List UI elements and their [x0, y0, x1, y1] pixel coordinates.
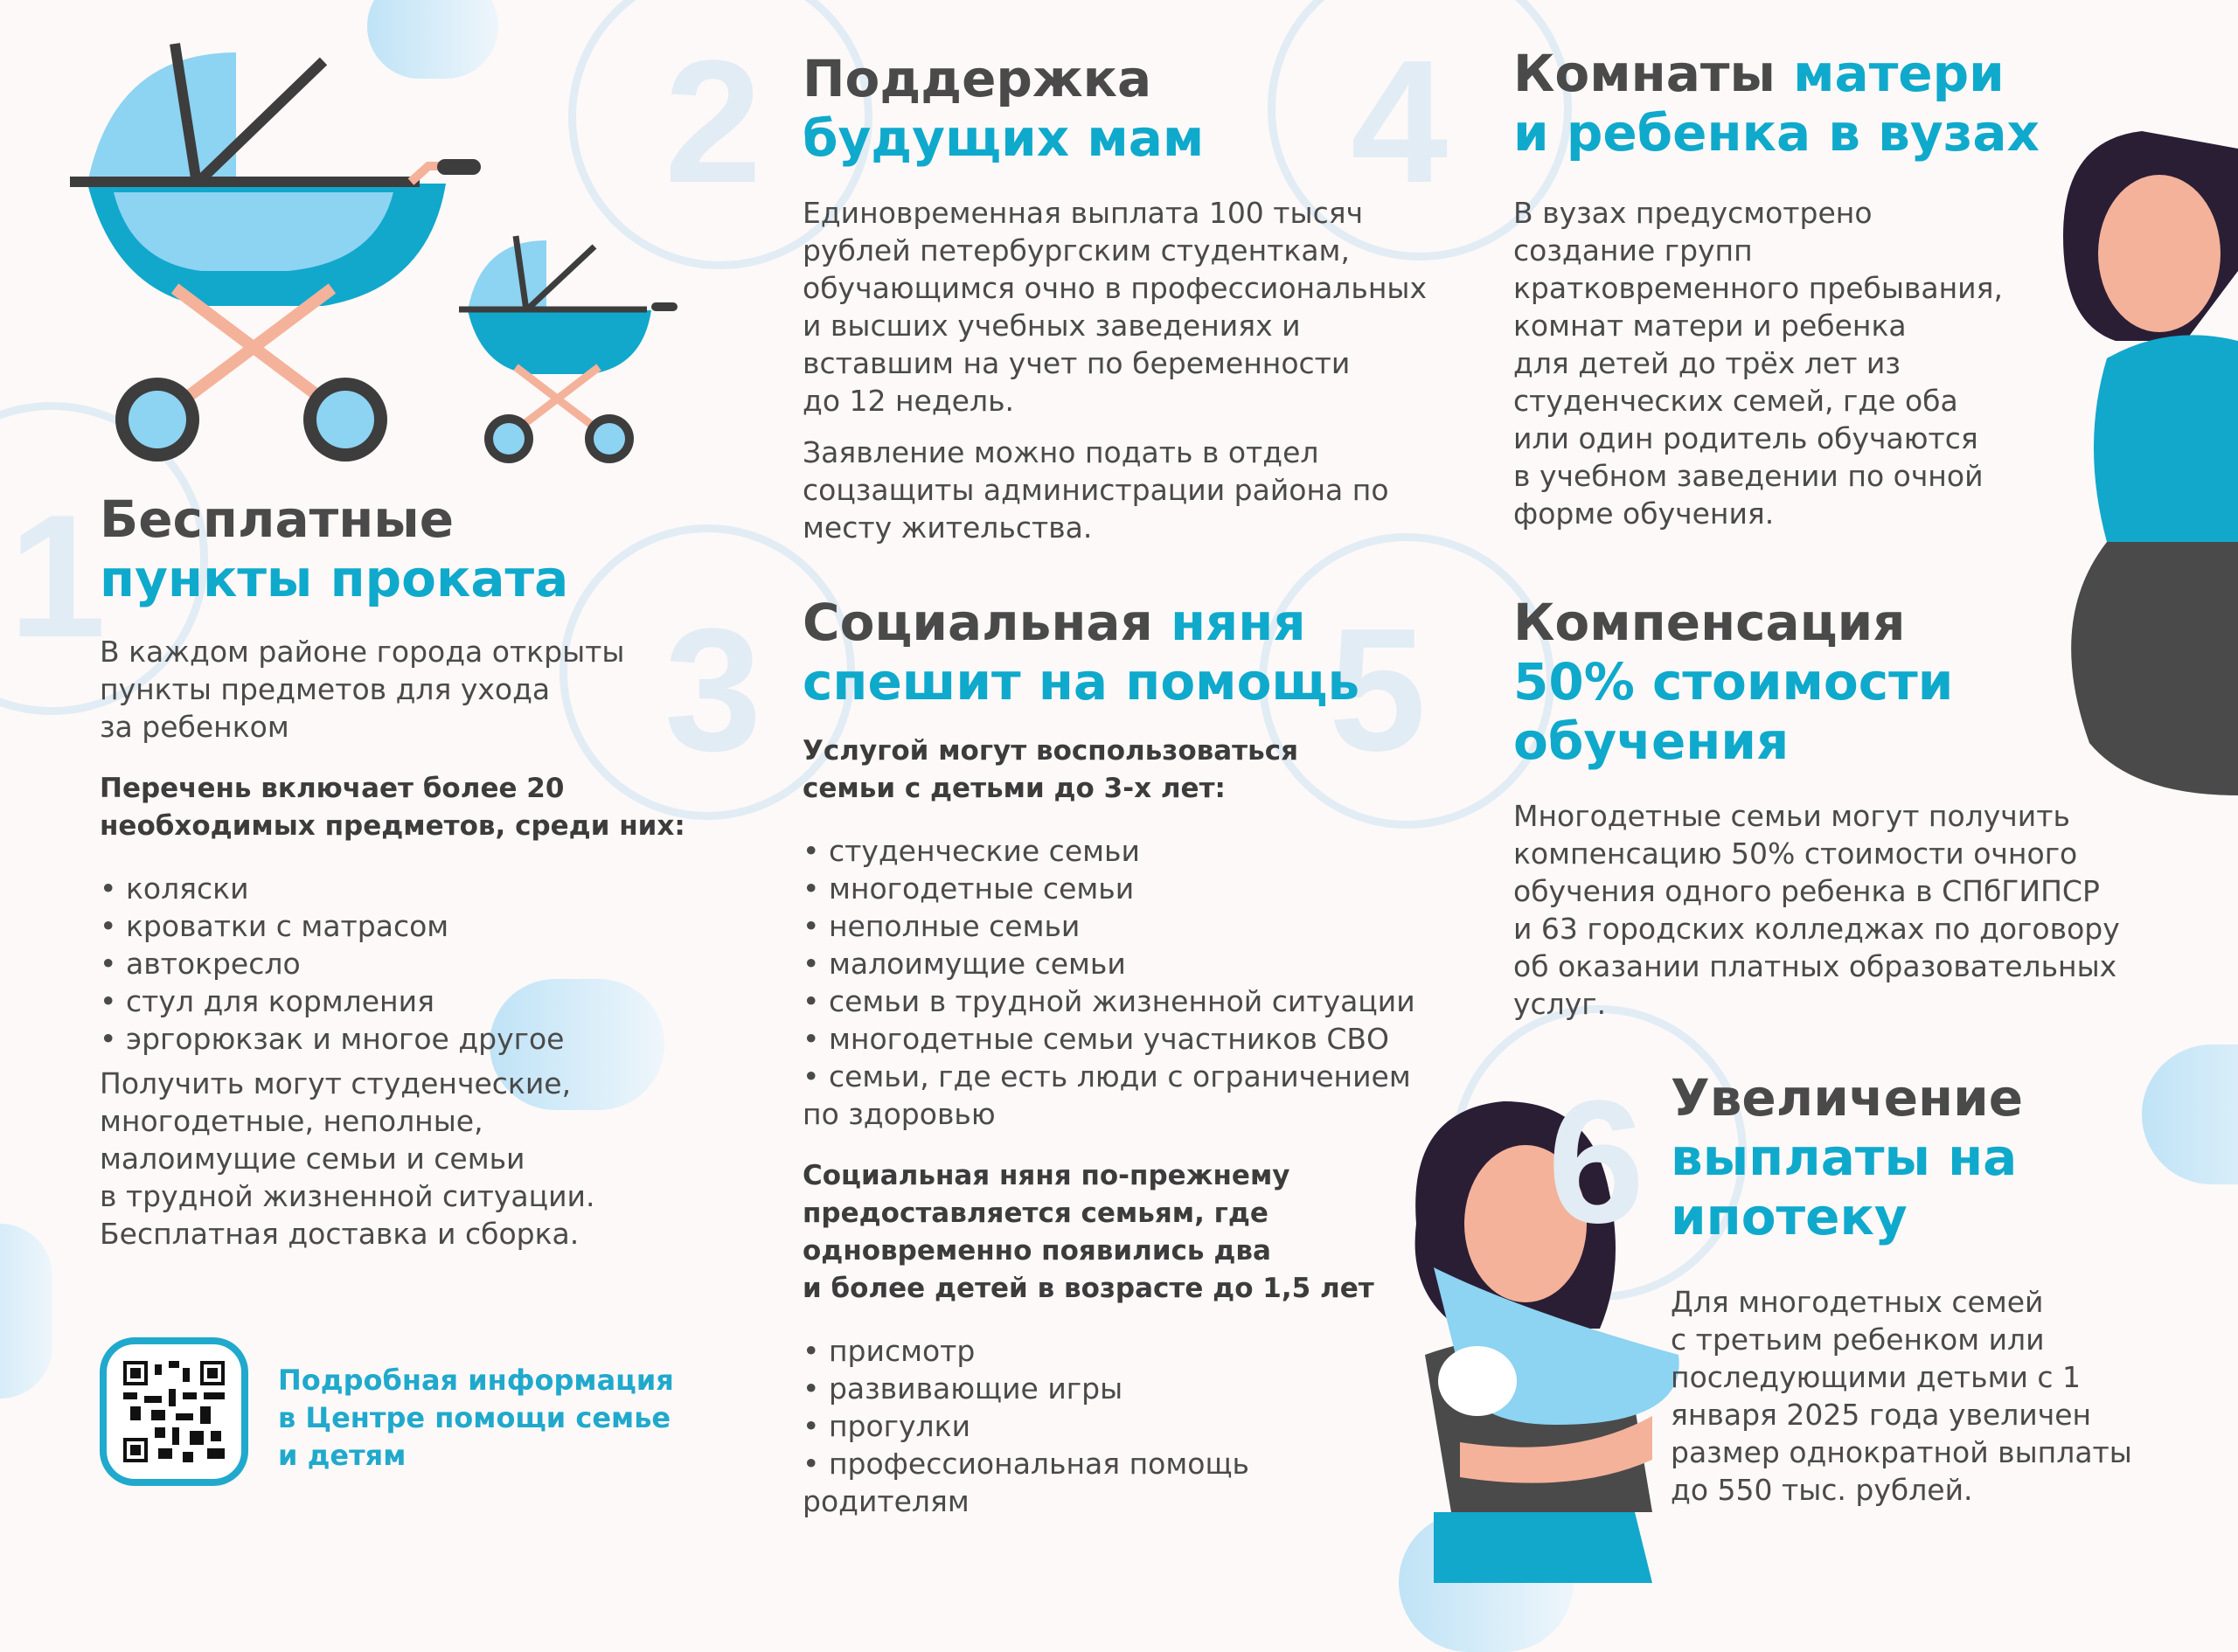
- section-tuition-compensation: [1513, 593, 2195, 1023]
- section-title-accent: пункты проката: [100, 549, 569, 608]
- section-number-6: 6: [1547, 1065, 1645, 1260]
- section-subhead: Услугой могут воспользоваться семьи с детьми до 3-х лет:: [803, 735, 1299, 804]
- section-title-accent: спешит на помощь: [803, 652, 1360, 711]
- list-item: • семьи, где есть люди с ограничением по здоровью: [803, 1058, 1414, 1133]
- section-mortgage-payment: [1671, 1068, 2213, 1509]
- list-item: • профессиональная помощь родителям: [803, 1445, 1327, 1520]
- section-intro: В каждом районе города открыты пункты предметов для ухода за ребенком: [100, 635, 625, 744]
- section-title-accent: и ребенка в вузах: [1513, 103, 2040, 163]
- stroller-large-icon: [61, 26, 498, 472]
- section-paragraph: В вузах предусмотрено создание групп кратковременного пребывания, комнат матери и ребенка для детей до трёх лет из студенческих семей, где оба или один родитель обучаются в учебном заведении по очной форме обучения.: [1513, 196, 2003, 531]
- section-paragraph: Многодетные семьи могут получить компенсацию 50% стоимости очного обучения одного ребенка в СПбГИПСР и 63 городских колледжах по договору об оказании платных образовательных услуг.: [1513, 799, 2120, 1021]
- eligible-list: [803, 832, 1467, 1133]
- list-item: • стул для кормления: [100, 982, 729, 1020]
- section-outro: Получить могут студенческие, многодетные, неполные, малоимущие семьи и семьи в трудной жизненной ситуации. Бесплатная доставка и сборка.: [100, 1066, 595, 1251]
- section-rental-points: [100, 489, 729, 1253]
- section-subhead: Перечень включает более 20 необходимых предметов, среди них:: [100, 773, 685, 842]
- section-title: Компенсация: [1513, 593, 1906, 652]
- list-item: • коляски: [100, 870, 729, 907]
- list-item: • присмотр: [803, 1332, 1467, 1370]
- section-expectant-mothers: [803, 49, 1484, 546]
- section-number-4: 4: [1351, 24, 1449, 219]
- section-title: [803, 593, 1467, 652]
- section-number-2: 2: [664, 24, 762, 219]
- list-item: • студенческие семьи: [803, 832, 1467, 870]
- qr-caption: Подробная информация в Центре помощи семье и детям: [278, 1364, 674, 1472]
- qr-box[interactable]: [100, 1337, 248, 1486]
- section-number-1: 1: [9, 479, 107, 674]
- qr-code: [123, 1361, 225, 1462]
- list-item: • многодетные семьи участников СВО: [803, 1020, 1467, 1058]
- section-paragraph: Для многодетных семей с третьим ребенком или последующими детьми с 1 января 2025 года увеличен размер однократной выплаты до 550 тыс. рублей.: [1671, 1285, 2132, 1507]
- section-subhead: Социальная няня по-прежнему предоставляется семьям, где одновременно появились два и более детей в возрасте до 1,5 лет: [803, 1160, 1374, 1304]
- section-paragraph: Заявление можно подать в отдел соцзащиты администрации района по месту жительства.: [803, 435, 1389, 545]
- list-item: • эргорюкзак и многое другое: [100, 1020, 729, 1058]
- title-part-accent: матери: [1793, 44, 2005, 103]
- section-title: Бесплатные: [100, 489, 455, 549]
- section-social-nanny: [803, 593, 1467, 1520]
- title-part: Социальная: [803, 593, 1171, 652]
- items-list: [100, 870, 729, 1058]
- list-item: • малоимущие семьи: [803, 945, 1467, 982]
- section-number-5: 5: [1329, 593, 1427, 788]
- list-item: • многодетные семьи: [803, 870, 1467, 907]
- list-item: • семьи в трудной жизненной ситуации: [803, 982, 1467, 1020]
- section-title: Поддержка: [803, 49, 1152, 108]
- list-item: • кроватки с матрасом: [100, 907, 729, 945]
- section-title: [1513, 44, 2160, 103]
- section-title-accent: выплаты на ипотеку: [1671, 1128, 2018, 1246]
- stroller-small-icon: [455, 227, 691, 472]
- list-item: • прогулки: [803, 1407, 1467, 1445]
- section-paragraph: Единовременная выплата 100 тысяч рублей петербургским студенткам, обучающимся очно в профессиональных и высших учебных заведениях и вставшим на учет по беременности до 12 недель.: [803, 196, 1428, 418]
- section-title: Увеличение: [1671, 1068, 2024, 1128]
- section-number-3: 3: [664, 593, 762, 788]
- section-title-accent: 50% стоимости обучения: [1513, 652, 1954, 771]
- title-part-accent: няня: [1170, 593, 1306, 652]
- list-item: • неполные семьи: [803, 907, 1467, 945]
- list-item: • развивающие игры: [803, 1370, 1467, 1407]
- decor-blob: [0, 1224, 52, 1399]
- section-title-accent: будущих мам: [803, 108, 1205, 168]
- list-item: • автокресло: [100, 945, 729, 982]
- section-mother-child-rooms: [1513, 44, 2160, 532]
- services-list: [803, 1332, 1467, 1520]
- title-part: Комнаты: [1513, 44, 1794, 103]
